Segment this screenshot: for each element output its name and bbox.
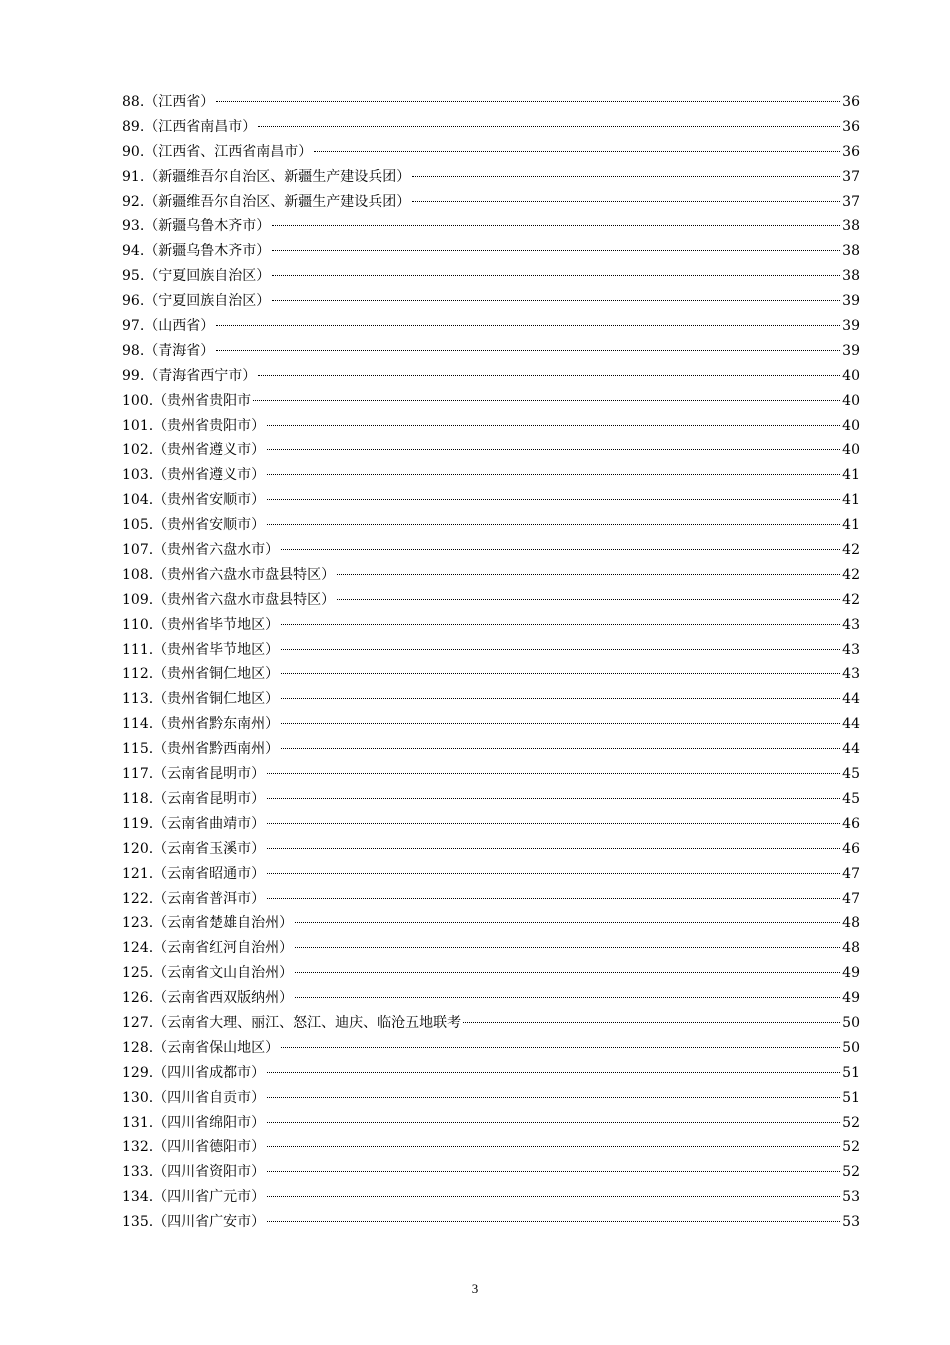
toc-entry[interactable] bbox=[122, 1135, 860, 1160]
toc-entry-page: 42 bbox=[842, 591, 860, 608]
toc-entry-page: 36 bbox=[842, 94, 860, 110]
toc-entry-page: 51 bbox=[842, 1089, 860, 1106]
toc-entry[interactable] bbox=[122, 588, 860, 613]
toc-entry-page: 53 bbox=[842, 1189, 860, 1206]
toc-entry-title: 133.（四川省资阳市） bbox=[122, 1164, 266, 1181]
toc-entry-page: 51 bbox=[842, 1064, 860, 1081]
dot-leader bbox=[258, 375, 840, 376]
toc-entry-title: 128.（云南省保山地区） bbox=[122, 1039, 280, 1056]
toc-entry-title: 132.（四川省德阳市） bbox=[122, 1139, 266, 1156]
toc-entry[interactable] bbox=[122, 1086, 860, 1111]
toc-entry[interactable] bbox=[122, 638, 860, 663]
toc-entry-title: 131.（四川省绵阳市） bbox=[122, 1114, 266, 1131]
dot-leader bbox=[267, 898, 840, 899]
dot-leader bbox=[216, 350, 840, 351]
toc-entry[interactable] bbox=[122, 986, 860, 1011]
toc-entry-title: 108.（贵州省六盘水市盘县特区） bbox=[122, 566, 336, 583]
dot-leader bbox=[267, 1171, 840, 1172]
toc-entry[interactable] bbox=[122, 812, 860, 837]
toc-entry[interactable] bbox=[122, 613, 860, 638]
toc-entry[interactable] bbox=[122, 1210, 860, 1235]
toc-entry-title: 89.（江西省南昌市） bbox=[122, 118, 257, 135]
toc-entry-title: 112.（贵州省铜仁地区） bbox=[122, 666, 280, 683]
toc-entry-page: 42 bbox=[842, 566, 860, 583]
dot-leader bbox=[272, 275, 840, 276]
toc-entry[interactable] bbox=[122, 687, 860, 712]
toc-entry-page: 40 bbox=[842, 417, 860, 434]
toc-entry[interactable] bbox=[122, 190, 860, 215]
toc-entry-title: 94.（新疆乌鲁木齐市） bbox=[122, 243, 271, 260]
toc-entry[interactable] bbox=[122, 339, 860, 364]
toc-entry[interactable] bbox=[122, 414, 860, 439]
dot-leader bbox=[267, 1146, 840, 1147]
toc-entry[interactable] bbox=[122, 887, 860, 912]
page-number: 3 bbox=[471, 1281, 479, 1296]
toc-entry[interactable] bbox=[122, 538, 860, 563]
toc-entry-title: 95.（宁夏回族自治区） bbox=[122, 268, 271, 285]
toc-entry-title: 101.（贵州省贵阳市） bbox=[122, 417, 266, 434]
toc-entry-page: 41 bbox=[842, 467, 860, 484]
toc-entry-title: 115.（贵州省黔西南州） bbox=[122, 741, 280, 758]
toc-entry-title: 122.（云南省普洱市） bbox=[122, 890, 266, 907]
dot-leader bbox=[272, 250, 840, 251]
toc-entry-page: 49 bbox=[842, 965, 860, 982]
dot-leader bbox=[267, 425, 840, 426]
dot-leader bbox=[412, 176, 840, 177]
toc-entry-page: 44 bbox=[842, 741, 860, 758]
toc-entry-page: 47 bbox=[842, 865, 860, 882]
toc-entry-page: 41 bbox=[842, 492, 860, 509]
dot-leader bbox=[267, 524, 840, 525]
toc-entry-page: 42 bbox=[842, 542, 860, 559]
toc-entry-page: 52 bbox=[842, 1139, 860, 1156]
toc-entry-title: 121.（云南省昭通市） bbox=[122, 865, 266, 882]
toc-entry-page: 40 bbox=[842, 367, 860, 384]
toc-entry-title: 123.（云南省楚雄自治州） bbox=[122, 915, 294, 932]
dot-leader bbox=[412, 201, 840, 202]
toc-entry-title: 126.（云南省西双版纳州） bbox=[122, 990, 294, 1007]
dot-leader bbox=[258, 126, 840, 127]
toc-entry[interactable] bbox=[122, 936, 860, 961]
toc-entry[interactable] bbox=[122, 961, 860, 986]
toc-entry[interactable] bbox=[122, 239, 860, 264]
toc-entry[interactable] bbox=[122, 1160, 860, 1185]
toc-entry-page: 49 bbox=[842, 990, 860, 1007]
toc-entry[interactable] bbox=[122, 389, 860, 414]
toc-entry-page: 41 bbox=[842, 517, 860, 534]
dot-leader bbox=[267, 449, 840, 450]
toc-entry[interactable] bbox=[122, 463, 860, 488]
toc-entry-title: 130.（四川省自贡市） bbox=[122, 1089, 266, 1106]
toc-entry-title: 124.（云南省红河自治州） bbox=[122, 940, 294, 957]
toc-entry-title: 118.（云南省昆明市） bbox=[122, 790, 266, 807]
toc-entry-title: 88.（江西省） bbox=[122, 94, 215, 110]
toc-entry[interactable] bbox=[122, 140, 860, 165]
toc-entry-title: 110.（贵州省毕节地区） bbox=[122, 616, 280, 633]
toc-entry-page: 43 bbox=[842, 641, 860, 658]
dot-leader bbox=[267, 1221, 840, 1222]
toc-entry-title: 93.（新疆乌鲁木齐市） bbox=[122, 218, 271, 235]
dot-leader bbox=[267, 1196, 840, 1197]
toc-entry[interactable] bbox=[122, 513, 860, 538]
toc-entry-title: 105.（贵州省安顺市） bbox=[122, 517, 266, 534]
toc-entry[interactable] bbox=[122, 662, 860, 687]
toc-entry[interactable] bbox=[122, 712, 860, 737]
dot-leader bbox=[295, 997, 840, 998]
dot-leader bbox=[281, 624, 840, 625]
toc-entry-page: 45 bbox=[842, 790, 860, 807]
toc-entry-page: 36 bbox=[842, 143, 860, 160]
toc-entry-title: 117.（云南省昆明市） bbox=[122, 766, 266, 783]
dot-leader bbox=[267, 873, 840, 874]
toc-entry-title: 107.（贵州省六盘水市） bbox=[122, 542, 280, 559]
toc-entry-title: 125.（云南省文山自治州） bbox=[122, 965, 294, 982]
toc-entry[interactable] bbox=[122, 289, 860, 314]
toc-entry-page: 37 bbox=[842, 168, 860, 185]
toc-entry-page: 45 bbox=[842, 766, 860, 783]
dot-leader bbox=[281, 1047, 840, 1048]
toc-entry-title: 111.（贵州省毕节地区） bbox=[122, 641, 280, 658]
toc-entry[interactable] bbox=[122, 314, 860, 339]
toc-entry-title: 103.（贵州省遵义市） bbox=[122, 467, 266, 484]
table-of-contents bbox=[122, 90, 860, 1235]
toc-entry-page: 39 bbox=[842, 293, 860, 310]
dot-leader bbox=[267, 1097, 840, 1098]
toc-entry-page: 46 bbox=[842, 815, 860, 832]
toc-entry-page: 43 bbox=[842, 616, 860, 633]
toc-entry-title: 91.（新疆维吾尔自治区、新疆生产建设兵团） bbox=[122, 168, 411, 185]
toc-entry[interactable] bbox=[122, 90, 860, 115]
dot-leader bbox=[281, 698, 840, 699]
dot-leader bbox=[314, 151, 840, 152]
toc-entry-title: 96.（宁夏回族自治区） bbox=[122, 293, 271, 310]
toc-entry[interactable] bbox=[122, 165, 860, 190]
dot-leader bbox=[216, 325, 840, 326]
toc-entry-title: 127.（云南省大理、丽江、怒江、迪庆、临沧五地联考 bbox=[122, 1014, 462, 1031]
toc-entry-title: 113.（贵州省铜仁地区） bbox=[122, 691, 280, 708]
toc-entry-page: 48 bbox=[842, 915, 860, 932]
dot-leader bbox=[272, 300, 840, 301]
toc-entry-title: 129.（四川省成都市） bbox=[122, 1064, 266, 1081]
toc-entry-title: 114.（贵州省黔东南州） bbox=[122, 716, 280, 733]
toc-entry-title: 97.（山西省） bbox=[122, 318, 215, 335]
toc-entry[interactable] bbox=[122, 1011, 860, 1036]
dot-leader bbox=[267, 1072, 840, 1073]
toc-entry-title: 102.（贵州省遵义市） bbox=[122, 442, 266, 459]
dot-leader bbox=[295, 947, 840, 948]
dot-leader bbox=[272, 225, 840, 226]
toc-entry-title: 135.（四川省广安市） bbox=[122, 1214, 266, 1231]
toc-entry-page: 36 bbox=[842, 118, 860, 135]
toc-entry[interactable] bbox=[122, 1111, 860, 1136]
dot-leader bbox=[216, 101, 840, 102]
toc-entry-page: 47 bbox=[842, 890, 860, 907]
toc-entry[interactable] bbox=[122, 214, 860, 239]
toc-entry-title: 109.（贵州省六盘水市盘县特区） bbox=[122, 591, 336, 608]
dot-leader bbox=[295, 972, 840, 973]
dot-leader bbox=[267, 773, 840, 774]
toc-entry-page: 38 bbox=[842, 243, 860, 260]
toc-entry-page: 52 bbox=[842, 1164, 860, 1181]
dot-leader bbox=[337, 574, 840, 575]
dot-leader bbox=[253, 400, 840, 401]
dot-leader bbox=[267, 1122, 840, 1123]
toc-entry[interactable] bbox=[122, 1185, 860, 1210]
toc-entry-title: 104.（贵州省安顺市） bbox=[122, 492, 266, 509]
toc-entry[interactable] bbox=[122, 438, 860, 463]
dot-leader bbox=[267, 823, 840, 824]
toc-entry-page: 38 bbox=[842, 218, 860, 235]
toc-entry-page: 37 bbox=[842, 193, 860, 210]
toc-entry[interactable] bbox=[122, 563, 860, 588]
toc-entry-title: 98.（青海省） bbox=[122, 342, 215, 359]
toc-entry-title: 99.（青海省西宁市） bbox=[122, 367, 257, 384]
toc-entry-page: 50 bbox=[842, 1014, 860, 1031]
toc-entry-title: 90.（江西省、江西省南昌市） bbox=[122, 143, 313, 160]
toc-entry[interactable] bbox=[122, 264, 860, 289]
toc-entry[interactable] bbox=[122, 862, 860, 887]
toc-entry[interactable] bbox=[122, 837, 860, 862]
toc-entry-title: 134.（四川省广元市） bbox=[122, 1189, 266, 1206]
dot-leader bbox=[281, 649, 840, 650]
dot-leader bbox=[281, 673, 840, 674]
toc-entry-title: 100.（贵州省贵阳市 bbox=[122, 392, 252, 409]
toc-entry-page: 48 bbox=[842, 940, 860, 957]
toc-entry-page: 38 bbox=[842, 268, 860, 285]
dot-leader bbox=[295, 922, 840, 923]
toc-entry-page: 40 bbox=[842, 442, 860, 459]
toc-entry-page: 46 bbox=[842, 840, 860, 857]
toc-entry[interactable] bbox=[122, 787, 860, 812]
dot-leader bbox=[267, 848, 840, 849]
toc-entry[interactable] bbox=[122, 737, 860, 762]
toc-entry-page: 44 bbox=[842, 716, 860, 733]
toc-entry[interactable] bbox=[122, 762, 860, 787]
toc-entry[interactable] bbox=[122, 364, 860, 389]
toc-entry[interactable] bbox=[122, 488, 860, 513]
toc-entry[interactable] bbox=[122, 1061, 860, 1086]
dot-leader bbox=[281, 723, 840, 724]
toc-entry-page: 40 bbox=[842, 392, 860, 409]
dot-leader bbox=[281, 748, 840, 749]
toc-entry-page: 39 bbox=[842, 342, 860, 359]
toc-entry-page: 53 bbox=[842, 1214, 860, 1231]
toc-entry-page: 50 bbox=[842, 1039, 860, 1056]
dot-leader bbox=[267, 798, 840, 799]
dot-leader bbox=[463, 1022, 840, 1023]
toc-entry[interactable] bbox=[122, 911, 860, 936]
toc-entry-title: 120.（云南省玉溪市） bbox=[122, 840, 266, 857]
toc-entry-page: 44 bbox=[842, 691, 860, 708]
dot-leader bbox=[337, 599, 840, 600]
dot-leader bbox=[281, 549, 840, 550]
toc-entry-page: 39 bbox=[842, 318, 860, 335]
dot-leader bbox=[267, 474, 840, 475]
toc-entry-title: 92.（新疆维吾尔自治区、新疆生产建设兵团） bbox=[122, 193, 411, 210]
toc-entry[interactable] bbox=[122, 115, 860, 140]
toc-entry[interactable] bbox=[122, 1036, 860, 1061]
toc-entry-title: 119.（云南省曲靖市） bbox=[122, 815, 266, 832]
dot-leader bbox=[267, 499, 840, 500]
toc-entry-page: 43 bbox=[842, 666, 860, 683]
toc-entry-page: 52 bbox=[842, 1114, 860, 1131]
